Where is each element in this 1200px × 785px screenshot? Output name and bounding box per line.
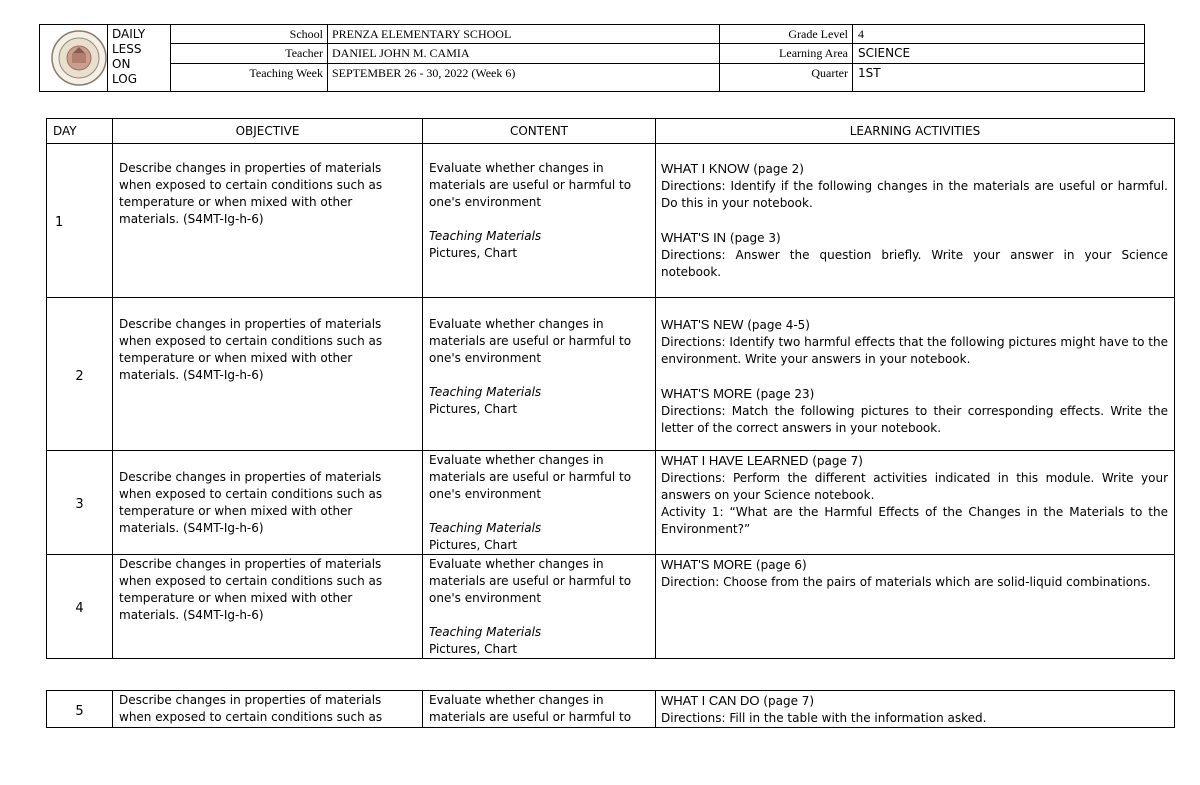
teaching-materials-label: Teaching Materials <box>429 625 542 639</box>
objective-cell <box>113 691 423 728</box>
teaching-materials-label: Teaching Materials <box>429 229 542 243</box>
activity-heading: WHAT'S MORE <box>661 557 753 572</box>
teacher-value: DANIEL JOHN M. CAMIA <box>332 46 470 60</box>
objective-text: Describe changes in properties of materials when exposed to certain conditions such as temperature or when mixed with other materials. <box>119 161 383 226</box>
grade-level-label: Grade Level <box>788 27 848 41</box>
teaching-week-label: Teaching Week <box>249 66 323 80</box>
objective-code: (S4MT-Ig-h-6) <box>182 368 264 382</box>
day-cell <box>47 451 113 555</box>
activity-heading: WHAT I KNOW <box>661 161 750 176</box>
activity-heading: WHAT I HAVE LEARNED <box>661 453 809 468</box>
table-header-row <box>47 119 1175 144</box>
objective-cell <box>113 298 423 451</box>
teaching-materials-value: Pictures, Chart <box>429 642 518 656</box>
activity-directions: Directions: Perform the different activities indicated in this module. Write your answers on your Science notebook. <box>661 471 1168 502</box>
grade-level-value: 4 <box>858 27 864 41</box>
teaching-materials-label: Teaching Materials <box>429 385 542 399</box>
activity-directions: Directions: Fill in the table with the information asked. <box>661 711 987 725</box>
table-row <box>47 298 1175 451</box>
content-column-header: CONTENT <box>423 119 656 144</box>
teaching-materials-label: Teaching Materials <box>429 521 542 535</box>
lesson-table-continued <box>46 690 1175 728</box>
objective-code: (S4MT-Ig-h-6) <box>182 212 264 226</box>
activities-cell <box>656 298 1175 451</box>
content-cell <box>423 298 656 451</box>
activity-directions: Direction: Choose from the pairs of materials which are solid-liquid combinations. <box>661 575 1151 589</box>
header-table <box>39 24 1145 92</box>
activity-page: (page 23) <box>755 387 815 401</box>
teacher-label: Teacher <box>285 46 323 60</box>
day-number: 5 <box>75 703 84 719</box>
content-cell <box>423 144 656 298</box>
quarter-label: Quarter <box>811 66 848 80</box>
activity-directions: Directions: Identify two harmful effects that the following pictures might have to the environment. Write your answers in your notebook. <box>661 335 1168 366</box>
activity-heading: WHAT'S IN <box>661 230 727 245</box>
activities-column-header: LEARNING ACTIVITIES <box>656 119 1175 144</box>
objective-cell <box>113 144 423 298</box>
lesson-table <box>46 118 1175 659</box>
objective-text: Describe changes in properties of materials when exposed to certain conditions such as temperature or when mixed with other materials. <box>119 317 383 382</box>
title-line: ON <box>112 57 131 71</box>
activity-heading: WHAT'S NEW <box>661 317 744 332</box>
activity-extra: Activity 1: “What are the Harmful Effects of the Changes in the Materials to the Environment?” <box>661 505 1168 536</box>
day-column-header: DAY <box>47 119 113 144</box>
activity-heading: WHAT'S MORE <box>661 386 753 401</box>
title-line: LOG <box>112 72 138 86</box>
table-row <box>47 691 1175 728</box>
objective-cell <box>113 451 423 555</box>
learning-area-value: SCIENCE <box>858 46 911 60</box>
activities-cell <box>656 144 1175 298</box>
activity-page: (page 4-5) <box>747 318 810 332</box>
objective-column-header: OBJECTIVE <box>113 119 423 144</box>
objective-code: (S4MT-Ig-h-6) <box>182 608 264 622</box>
school-value: PRENZA ELEMENTARY SCHOOL <box>332 27 512 41</box>
day-cell <box>47 691 113 728</box>
activity-page: (page 7) <box>763 694 815 708</box>
title-line: LESS <box>112 42 142 56</box>
school-seal-logo <box>50 27 108 89</box>
teaching-materials-value: Pictures, Chart <box>429 402 518 416</box>
content-text: Evaluate whether changes in materials are useful or harmful to one's environment <box>429 557 632 605</box>
day-number: 3 <box>75 497 84 512</box>
learning-area-label: Learning Area <box>779 46 848 60</box>
content-cell <box>423 691 656 728</box>
teaching-week-value: SEPTEMBER 26 - 30, 2022 (Week 6) <box>332 66 516 80</box>
activity-page: (page 7) <box>812 454 863 468</box>
title-line: DAILY <box>112 27 146 41</box>
school-label: School <box>289 27 323 41</box>
quarter-value: 1ST <box>858 66 881 80</box>
table-row <box>47 451 1175 555</box>
objective-text: Describe changes in properties of materials when exposed to certain conditions such as temperature or when mixed with other materials. <box>119 470 383 535</box>
content-text: Evaluate whether changes in materials are useful or harmful to one's environment <box>429 161 632 209</box>
content-cell <box>423 555 656 659</box>
activity-page: (page 6) <box>755 558 807 572</box>
content-text: Evaluate whether changes in materials are useful or harmful to one's environment <box>429 453 632 501</box>
activity-page: (page 2) <box>753 162 804 176</box>
objective-text: Describe changes in properties of materials when exposed to certain conditions such as <box>119 693 383 724</box>
activity-page: (page 3) <box>729 231 781 245</box>
activity-directions: Directions: Answer the question briefly. Write your answer in your Science notebook. <box>661 248 1168 279</box>
day-number: 4 <box>75 601 84 616</box>
table-row <box>47 144 1175 298</box>
table-row <box>47 555 1175 659</box>
activity-directions: Directions: Identify if the following changes in the materials are useful or harmful. Do this in your notebook. <box>661 179 1168 210</box>
day-number: 1 <box>55 215 64 230</box>
activities-cell <box>656 691 1175 728</box>
activity-heading: WHAT I CAN DO <box>661 693 760 708</box>
content-cell <box>423 451 656 555</box>
objective-code: (S4MT-Ig-h-6) <box>182 521 264 535</box>
activities-cell <box>656 451 1175 555</box>
activities-cell <box>656 555 1175 659</box>
content-text: Evaluate whether changes in materials are useful or harmful to <box>429 693 632 724</box>
teaching-materials-value: Pictures, Chart <box>429 538 518 552</box>
day-cell <box>47 144 113 298</box>
teaching-materials-value: Pictures, Chart <box>429 246 518 260</box>
day-cell <box>47 298 113 451</box>
daily-lesson-log-title <box>112 27 154 87</box>
day-cell <box>47 555 113 659</box>
day-number: 2 <box>75 368 84 384</box>
activity-directions: Directions: Match the following pictures to their corresponding effects. Write the letter of the correct answers in your notebook. <box>661 404 1168 435</box>
objective-cell <box>113 555 423 659</box>
content-text: Evaluate whether changes in materials are useful or harmful to one's environment <box>429 317 632 365</box>
objective-text: Describe changes in properties of materials when exposed to certain conditions such as temperature or when mixed with other materials. <box>119 557 383 622</box>
